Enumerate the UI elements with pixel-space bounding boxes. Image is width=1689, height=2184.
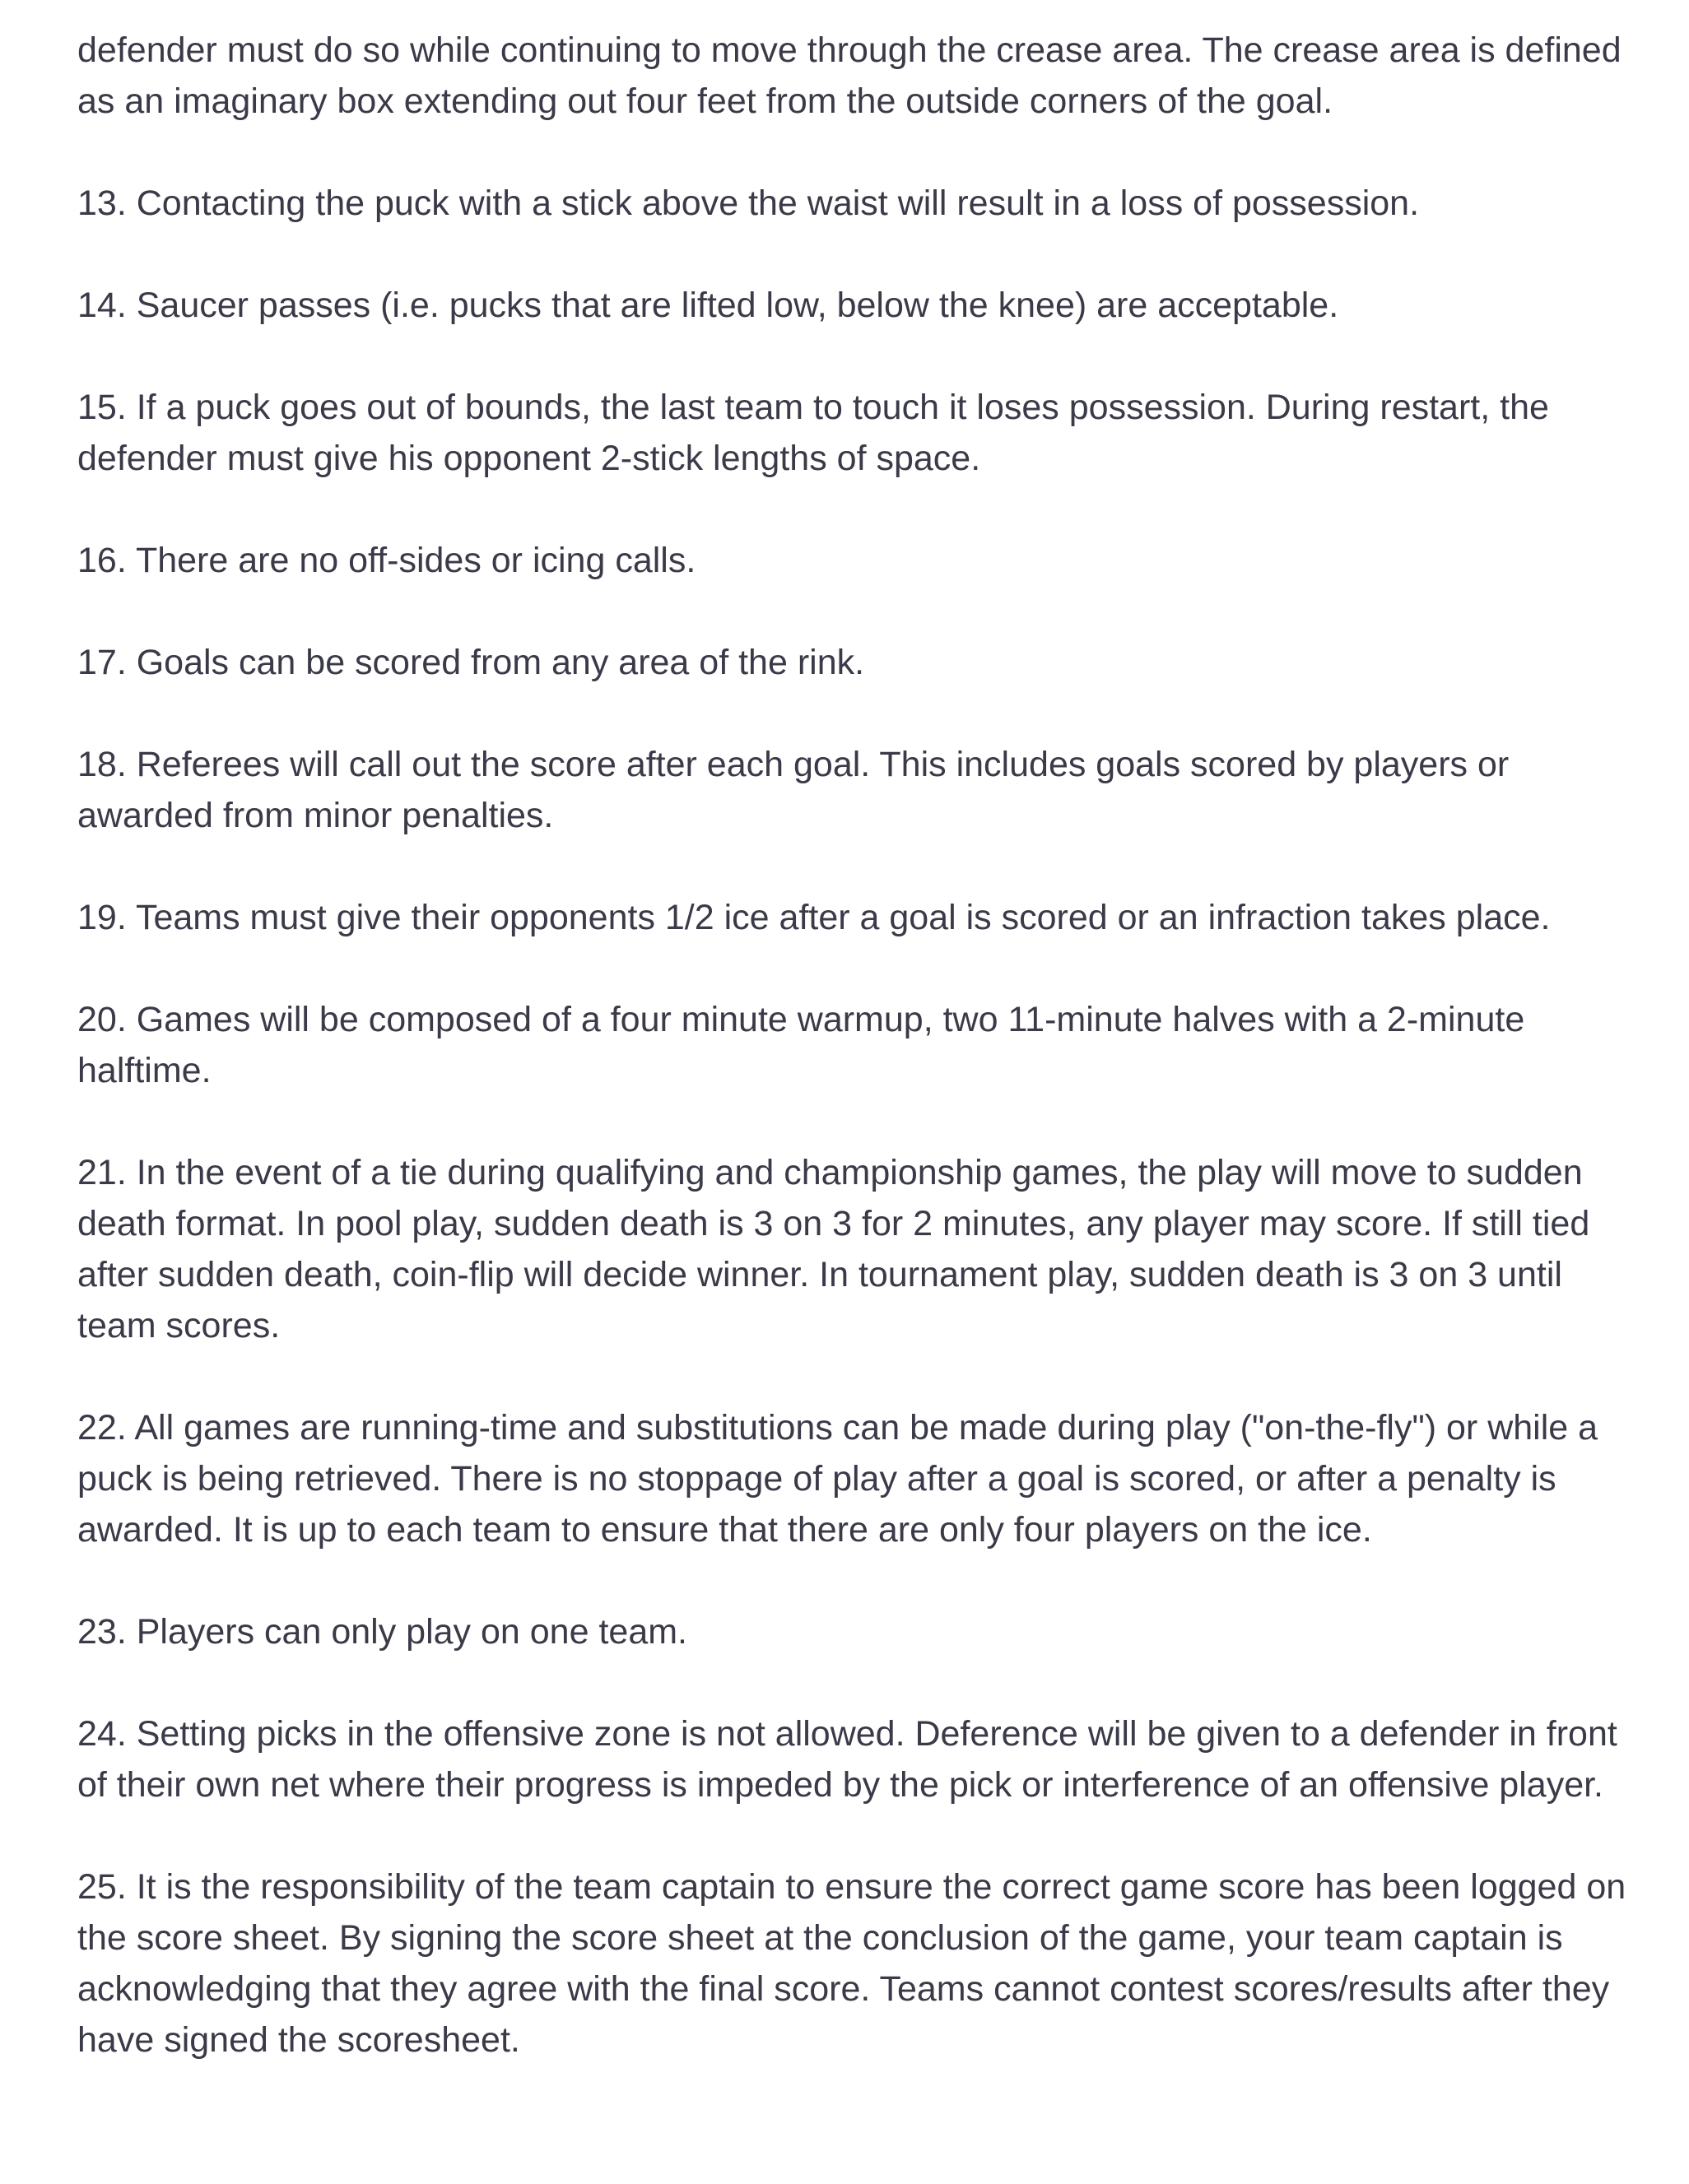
- rule-15: 15. If a puck goes out of bounds, the last team to touch it loses possession. During restart, the defender must give his opponent 2-stick lengths of space.: [77, 388, 1549, 478]
- rule-21: 21. In the event of a tie during qualifying and championship games, the play will move to sudden death format. In pool play, sudden death is 3 on 3 for 2 minutes, any player may score. If still tied after sudden death, coin-flip will decide winner. In tournament play, sudden death is 3 on 3 until team scores.: [77, 1153, 1590, 1345]
- rule-18: 18. Referees will call out the score after each goal. This includes goals scored by players or awarded from minor penalties.: [77, 745, 1510, 835]
- rule-13: 13. Contacting the puck with a stick above the waist will result in a loss of possession.: [77, 184, 1420, 223]
- rule-14: 14. Saucer passes (i.e. pucks that are lifted low, below the knee) are acceptable.: [77, 286, 1339, 325]
- rule-16: 16. There are no off-sides or icing calls.: [77, 541, 696, 580]
- rule-17: 17. Goals can be scored from any area of the rink.: [77, 643, 865, 682]
- rule-22: 22. All games are running-time and substitutions can be made during play ("on-the-fly") or while a puck is being retrieved. There is no stoppage of play after a goal is scored, or after a penalty is awarded. It is up to each team to ensure that there are only four players on the ice.: [77, 1408, 1598, 1550]
- rule-23: 23. Players can only play on one team.: [77, 1612, 687, 1652]
- rules-document: [77, 25, 1649, 2117]
- rule-25: 25. It is the responsibility of the team captain to ensure the correct game score has been logged on the score sheet. By signing the score sheet at the conclusion of the game, your team captain is acknowledging that they agree with the final score. Teams cannot contest scores/results after they have signed the scoresheet.: [77, 1867, 1626, 2060]
- rule-20: 20. Games will be composed of a four minute warmup, two 11-minute halves with a 2-minute halftime.: [77, 1000, 1525, 1090]
- rule-19: 19. Teams must give their opponents 1/2 ice after a goal is scored or an infraction takes place.: [77, 898, 1551, 937]
- rule-12-continuation: defender must do so while continuing to move through the crease area. The crease area is defined as an imaginary box extending out four feet from the outside corners of the goal.: [77, 30, 1622, 121]
- rule-24: 24. Setting picks in the offensive zone is not allowed. Deference will be given to a defender in front of their own net where their progress is impeded by the pick or interference of an offensive player.: [77, 1714, 1617, 1805]
